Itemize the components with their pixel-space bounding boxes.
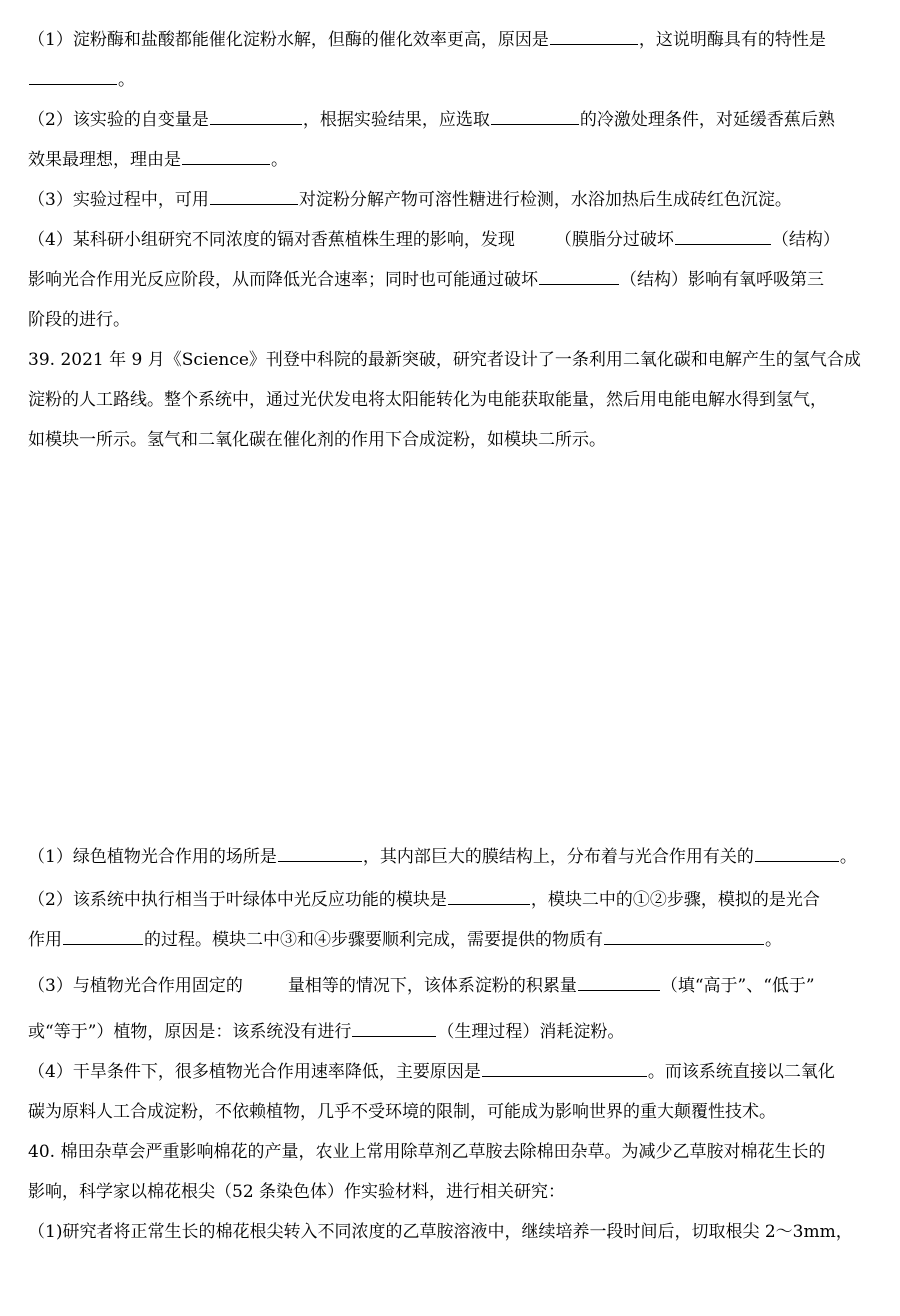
text: （填“高于”、“低于” xyxy=(660,976,815,996)
answer-blank[interactable] xyxy=(278,843,362,862)
answer-blank[interactable] xyxy=(604,926,764,945)
text: 。 xyxy=(271,150,288,170)
text: ，其内部巨大的膜结构上，分布着与光合作用有关的 xyxy=(362,847,754,867)
text: 碳为原料人工合成淀粉，不依赖植物，几乎不受环境的限制，可能成为影响世界的重大颠覆性技术。 xyxy=(28,1102,776,1122)
text: 。 xyxy=(839,847,857,867)
text: ，这说明酶具有的特性是 xyxy=(638,30,826,50)
text: （1）绿色植物光合作用的场所是 xyxy=(28,847,277,867)
text: 作用 xyxy=(28,930,62,950)
question-39-4-line-2 xyxy=(28,1098,873,1126)
answer-blank[interactable] xyxy=(29,66,117,85)
text: （1)研究者将正常生长的棉花根尖转入不同浓度的乙草胺溶液中，继续培养一段时间后，切取根尖 2～3mm， xyxy=(28,1222,853,1242)
question-38-2-line-1 xyxy=(28,106,873,134)
question-39-1-line xyxy=(28,843,873,871)
text: （4）干旱条件下，很多植物光合作用速率降低，主要原因是 xyxy=(28,1062,481,1082)
text: 。 xyxy=(118,70,135,90)
answer-blank[interactable] xyxy=(482,1058,647,1077)
text: （3）实验过程中，可用 xyxy=(28,190,209,210)
question-38-1-line-1 xyxy=(28,26,873,54)
answer-blank[interactable] xyxy=(539,266,619,285)
question-38-4-line-1 xyxy=(28,226,873,254)
text: （结构）影响有氧呼吸第三 xyxy=(620,270,824,290)
text: 39. 2021 年 9 月《Science》刊登中科院的最新突破，研究者设计了一条利用二氧化碳和电解产生的氢气合成 xyxy=(28,350,861,370)
text: 量相等的情况下，该体系淀粉的积累量 xyxy=(287,976,577,996)
text: （2）该系统中执行相当于叶绿体中光反应功能的模块是 xyxy=(28,890,447,910)
question-40-1-line xyxy=(28,1218,873,1246)
text: 40. 棉田杂草会严重影响棉花的产量，农业上常用除草剂乙草胺去除棉田杂草。为减少乙草胺对棉花生长的 xyxy=(28,1142,826,1162)
answer-blank[interactable] xyxy=(210,106,302,125)
answer-blank[interactable] xyxy=(578,972,660,991)
text: 对淀粉分解产物可溶性糖进行检测，水浴加热后生成砖红色沉淀。 xyxy=(298,190,792,210)
text: （1）淀粉酶和盐酸都能催化淀粉水解，但酶的催化效率更高，原因是 xyxy=(28,30,549,50)
text: 的冷激处理条件，对延缓香蕉后熟 xyxy=(579,110,835,130)
text: （2）该实验的自变量是 xyxy=(28,110,209,130)
text: 。 xyxy=(765,930,782,950)
question-39-3-line-2 xyxy=(28,1018,873,1046)
answer-blank[interactable] xyxy=(448,886,530,905)
text: 影响，科学家以棉花根尖（52 条染色体）作实验材料，进行相关研究： xyxy=(28,1182,566,1202)
text: 或“等于”）植物，原因是：该系统没有进行 xyxy=(28,1022,352,1042)
question-39-2-line-1 xyxy=(28,886,873,914)
question-38-3-line xyxy=(28,186,873,214)
question-38-4-line-3 xyxy=(28,306,873,334)
answer-blank[interactable] xyxy=(210,186,298,205)
question-39-3-line-1 xyxy=(28,972,873,1000)
text: （膜脂分过破坏 xyxy=(554,230,674,250)
text: 效果最理想，理由是 xyxy=(28,150,181,170)
text: （4）某科研小组研究不同浓度的镉对香蕉植株生理的影响，发现 xyxy=(28,230,515,250)
question-39-4-line-1 xyxy=(28,1058,873,1086)
text: ，模块二中的①②步骤，模拟的是光合 xyxy=(530,890,820,910)
answer-blank[interactable] xyxy=(550,26,638,45)
text: 。而该系统直接以二氧化 xyxy=(647,1062,835,1082)
text: ，根据实验结果，应选取 xyxy=(302,110,490,130)
text: 阶段的进行。 xyxy=(28,310,130,330)
answer-blank[interactable] xyxy=(352,1018,436,1037)
figure-placeholder xyxy=(28,460,873,840)
answer-blank[interactable] xyxy=(182,146,270,165)
question-39-intro-line-3 xyxy=(28,426,873,454)
question-39-intro-line-1 xyxy=(28,346,873,374)
question-38-2-line-2 xyxy=(28,146,873,174)
answer-blank[interactable] xyxy=(491,106,579,125)
text: （结构） xyxy=(771,230,840,250)
question-40-intro-line-1 xyxy=(28,1138,873,1166)
text: 的过程。模块二中③和④步骤要顺利完成，需要提供的物质有 xyxy=(144,930,603,950)
answer-blank[interactable] xyxy=(755,843,839,862)
question-38-4-line-2 xyxy=(28,266,873,294)
answer-blank[interactable] xyxy=(675,226,771,245)
text: 淀粉的人工路线。整个系统中，通过光伏发电将太阳能转化为电能获取能量，然后用电能电解水得到氢气， xyxy=(28,390,827,410)
text: （3）与植物光合作用固定的 xyxy=(28,976,243,996)
text: 影响光合作用光反应阶段，从而降低光合速率；同时也可能通过破坏 xyxy=(28,270,538,290)
text: （生理过程）消耗淀粉。 xyxy=(437,1022,625,1042)
question-39-intro-line-2 xyxy=(28,386,873,414)
question-38-1-line-2 xyxy=(28,66,873,94)
question-40-intro-line-2 xyxy=(28,1178,873,1206)
text: 如模块一所示。氢气和二氧化碳在催化剂的作用下合成淀粉，如模块二所示。 xyxy=(28,430,606,450)
answer-blank[interactable] xyxy=(63,926,143,945)
question-39-2-line-2 xyxy=(28,926,873,954)
